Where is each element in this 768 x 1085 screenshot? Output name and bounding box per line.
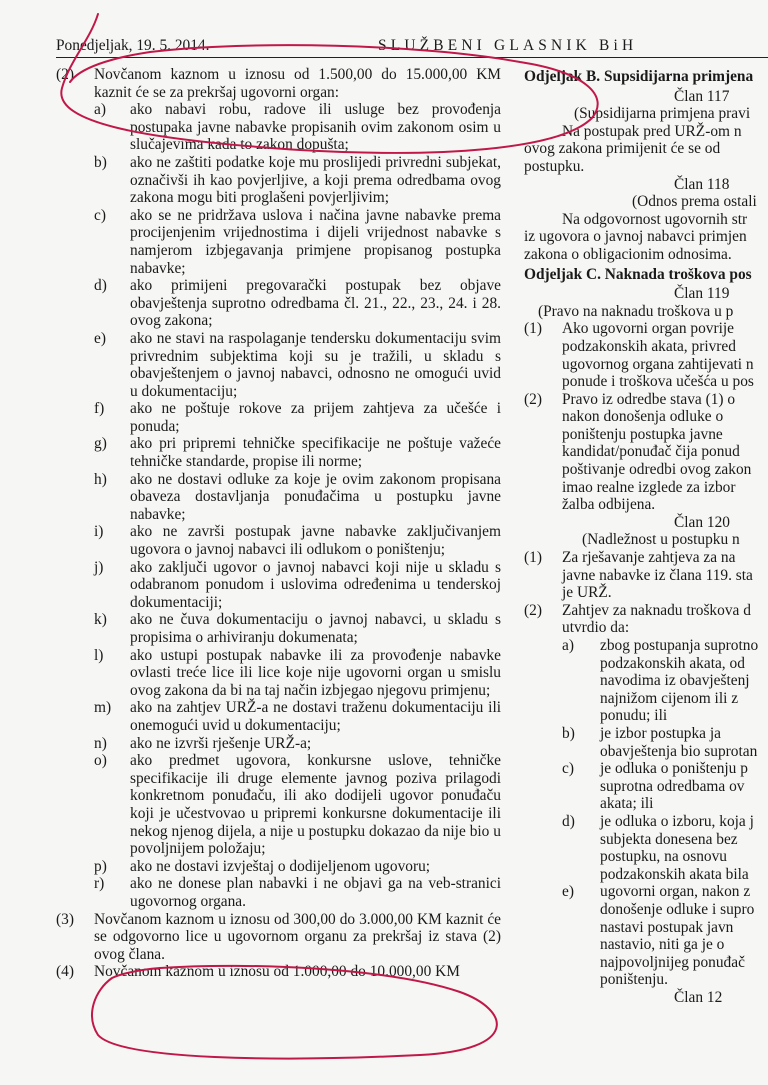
- article-subtitle: (Odnos prema ostali: [632, 193, 757, 211]
- text-line: suprotna odredbama ov: [600, 777, 745, 795]
- item-text: ako ne izvrši rješenje URŽ-a;: [130, 734, 312, 752]
- paragraph-number: (2): [524, 390, 542, 408]
- item-label: h): [94, 470, 107, 488]
- text-line: poništenju.: [600, 971, 668, 989]
- issue-date: Ponedjeljak, 19. 5. 2014.: [56, 37, 210, 54]
- text-line: Ako ugovorni organ povrije: [562, 320, 734, 338]
- paragraph-number: (3): [56, 910, 74, 928]
- violation-item: [94, 523, 501, 558]
- text-line: akata; ili: [600, 795, 654, 813]
- paragraph-text: Novčanom kaznom u iznosu od 1.000,00 do 10.000,00 KM: [94, 963, 460, 981]
- text-line: žalba odbijena.: [562, 496, 656, 514]
- article-heading: Član 119: [674, 285, 730, 303]
- text-line: utvrdio da:: [562, 619, 630, 637]
- paragraph-text: Novčanom kaznom u iznosu od 300,00 do 3.000,00 KM kaznit će se odgovorno lice u ugovornom organu za prekršaj iz stava (2) ovog člana.: [94, 910, 501, 963]
- text-line: obavještenja bio suprotan: [600, 742, 758, 760]
- paragraph-number: (2): [524, 601, 542, 619]
- text-line: kandidat/ponuđač čija ponud: [562, 443, 740, 461]
- text-line: nastavio, niti ga je o: [600, 936, 725, 954]
- text-line: najpovoljnijeg ponuđač: [600, 953, 745, 971]
- violation-list: [94, 101, 501, 910]
- violation-item: [94, 611, 501, 646]
- item-label: e): [94, 329, 106, 347]
- paragraph-1: [524, 549, 768, 602]
- item-text: ako ustupi postupak nabavke ili za provođenje nabavke ovlasti treće lice ili lice koje nije ugovorni organ u smislu ovog zakona da bi na taj način izbjegao njegovu primjenu;: [130, 646, 501, 699]
- text-line: imao realne izglede za izbor: [562, 478, 736, 496]
- condition-item: [562, 637, 768, 725]
- item-label: k): [94, 611, 107, 629]
- item-text: ako se ne pridržava uslova i načina javne nabavke prema procijenjenim vrijednostima i dijeli vrijednost nabavke s namjerom izbjegavanja primjene propisanog postupka nabavke;: [130, 206, 501, 277]
- text-line: javne nabavke iz člana 119. sta: [562, 566, 753, 584]
- paragraph-number: (4): [56, 963, 74, 981]
- article-subtitle: (Pravo na naknadu troškova u p: [538, 302, 734, 320]
- item-label: i): [94, 523, 104, 541]
- section-heading-b: Odjeljak B. Supsidijarna primjena: [524, 68, 754, 85]
- text-line: navodima iz obavještenj: [600, 672, 750, 690]
- text-line: nakon donošenja odluke o: [562, 408, 724, 426]
- violation-item: [94, 435, 501, 470]
- article-heading: Član 118: [674, 175, 730, 193]
- condition-item: [562, 883, 768, 989]
- violation-item: [94, 559, 501, 612]
- text-line: najnižom cijenom ili z: [600, 689, 739, 707]
- text-line: Pravo iz odredbe stava (1) o: [562, 390, 736, 408]
- violation-item: [94, 752, 501, 858]
- text-line: je odluka o poništenju p: [600, 760, 748, 778]
- article-119-list: [524, 320, 768, 514]
- text-line: subjekta donesena bez: [600, 830, 738, 848]
- header-rule: [56, 57, 768, 58]
- item-label: c): [562, 760, 574, 778]
- paragraph-text: [562, 549, 768, 602]
- left-column: [56, 66, 501, 981]
- item-text: ako ne stavi na raspolaganje tendersku dokumentaciju svim privrednim subjektima koji su je tražili, u skladu s obavještenjem o javnoj nabavci, odnosno ne omogući uvid u dokumentaciju;: [130, 329, 501, 400]
- journal-title: SLUŽBENI GLASNIK BiH: [378, 37, 638, 54]
- violation-item: [94, 277, 501, 330]
- text-line: ovog zakona primijenit će se od: [524, 140, 721, 158]
- paragraph-2: [524, 602, 768, 637]
- violation-item: [94, 330, 501, 400]
- article-subtitle: (Nadležnost u postupku n: [582, 531, 740, 549]
- item-label: f): [94, 400, 105, 418]
- condition-list: [562, 637, 768, 989]
- violation-item: [94, 735, 501, 753]
- item-label: p): [94, 857, 107, 875]
- item-text: ako ne završi postupak javne nabavke zaključivanjem ugovora o javnoj nabavci ili odlukom o poništenju;: [130, 523, 501, 559]
- item-label: m): [94, 699, 112, 717]
- item-label: b): [562, 724, 575, 742]
- text-line: je odluka o izboru, koja j: [600, 812, 754, 830]
- item-text: ako primijeni pregovarački postupak bez objave obavještenja suprotno odredbama čl. 21., 22., 23., 24. i 28. ovog zakona;: [130, 277, 501, 330]
- paragraph-text: [562, 391, 768, 514]
- paragraph-1: [524, 320, 768, 390]
- text-line: ugovorni organ, nakon z: [600, 883, 751, 901]
- violation-item: [94, 699, 501, 734]
- paragraph-3: [56, 911, 501, 964]
- text-line: ugovornog organa zahtijevati n: [562, 355, 754, 373]
- item-label: e): [562, 883, 574, 901]
- text-line: poštivanje odredbi ovog zakon: [562, 461, 752, 479]
- item-label: a): [94, 101, 106, 119]
- text-line: Na odgovornost ugovornih str: [562, 210, 748, 228]
- article-120-list: [524, 549, 768, 989]
- paragraph-2: [524, 391, 768, 514]
- item-label: j): [94, 558, 104, 576]
- paragraph-number: (2): [56, 66, 74, 83]
- item-text: [600, 813, 768, 883]
- item-label: a): [562, 637, 574, 654]
- item-text: [600, 760, 768, 813]
- text-line: Za rješavanje zahtjeva za na: [562, 549, 736, 567]
- article-118-text: [524, 211, 768, 264]
- item-label: c): [94, 206, 106, 224]
- violation-item: [94, 471, 501, 524]
- paragraph-number: (1): [524, 320, 542, 338]
- violation-item: [94, 400, 501, 435]
- condition-item: [562, 813, 768, 883]
- text-line: ponude i troškova učešća u pos: [562, 373, 754, 391]
- item-text: ako ne dostavi odluke za koje je ovim zakonom propisana obaveza dostavljanja ponuđačima u postupku javne nabavke;: [130, 470, 501, 523]
- text-line: podzakonskih akata, od: [600, 654, 745, 672]
- condition-item: [562, 760, 768, 813]
- text-line: je izbor postupka ja: [600, 724, 721, 742]
- item-label: b): [94, 153, 107, 171]
- violation-item: [94, 875, 501, 910]
- item-label: d): [562, 812, 575, 830]
- item-label: r): [94, 875, 105, 893]
- text-line: ponudu; ili: [600, 707, 668, 725]
- violation-item: [94, 647, 501, 700]
- item-label: g): [94, 435, 107, 453]
- paragraph-number: (1): [524, 549, 542, 567]
- paragraph-2: [56, 66, 501, 101]
- violation-item: [94, 101, 501, 154]
- item-text: ako ne donese plan nabavki i ne objavi ga na veb-stranici ugovornog organa.: [130, 875, 501, 910]
- text-line: postupku, na osnovu: [600, 848, 727, 866]
- text-line: zakona o obligacionim odnosima.: [524, 245, 732, 263]
- paragraph-text: [562, 602, 768, 637]
- paragraph-text: Novčanom kaznom u iznosu od 1.500,00 do 15.000,00 KM kaznit će se za prekršaj ugovorni organ:: [94, 66, 501, 101]
- text-line: zbog postupanja suprotno: [600, 637, 759, 654]
- item-text: ako pri pripremi tehničke specifikacije ne poštuje važeće tehničke standarde, propise ili norme;: [130, 435, 501, 471]
- item-text: ako na zahtjev URŽ-a ne dostavi traženu dokumentaciju ili onemogući uvid u dokumentaciju;: [130, 699, 501, 734]
- item-label: o): [94, 752, 107, 770]
- item-text: [600, 637, 768, 725]
- item-text: ako ne poštuje rokove za prijem zahtjeva za učešće i ponuda;: [130, 400, 501, 435]
- text-line: poništenju postupka javne: [562, 425, 723, 443]
- text-line: je URŽ.: [562, 584, 612, 602]
- text-line: nastavi postupak javn: [600, 918, 734, 936]
- text-line: podzakonskih akata bila: [600, 865, 749, 883]
- paragraph-4: [56, 963, 501, 981]
- text-line: iz ugovora o javnoj nabavci primjen: [524, 228, 747, 246]
- violation-item: [94, 858, 501, 876]
- article-heading: Član 12: [674, 988, 723, 1006]
- article-subtitle: (Supsidijarna primjena pravi: [574, 105, 751, 123]
- paragraph-text: [562, 320, 768, 390]
- violation-item: [94, 207, 501, 277]
- item-text: [600, 883, 768, 989]
- article-heading: Član 117: [674, 87, 730, 105]
- violation-item: [94, 154, 501, 207]
- text-line: Na postupak pred URŽ-om n: [562, 122, 742, 140]
- page-header: [56, 37, 768, 57]
- item-label: n): [94, 734, 107, 752]
- item-text: ako zaključi ugovor o javnoj nabavci koji nije u skladu s odabranom ponudom i uslovima određenima u tenderskoj dokumentaciji;: [130, 558, 501, 611]
- item-text: ako ne čuva dokumentaciju o javnoj nabavci, u skladu s propisima o arhiviranju dokumenata;: [130, 611, 501, 646]
- article-117-text: [524, 123, 768, 176]
- right-column: [524, 66, 768, 1006]
- item-text: ako ne dostavi izvještaj o dodijeljenom ugovoru;: [130, 857, 431, 875]
- item-text: ako nabavi robu, radove ili usluge bez provođenja postupaka javne nabavke propisanih ovim zakonom osim u slučajevima kada to zakon dopušta;: [130, 101, 501, 154]
- text-line: donošenje odluke i supro: [600, 900, 755, 918]
- condition-item: [562, 725, 768, 760]
- item-text: ako predmet ugovora, konkursne uslove, tehničke specifikacije ili druge elemente javnog poziva prilagodi konkretnom ponuđaču, ili ako dodijeli ugovor ponuđaču koji je učestvovao u pripremi konkursne dokumentacije ili nekog njenog dijela, a nije u postupku dokazao da nije bio u povoljnijem položaju;: [130, 752, 501, 858]
- item-text: [600, 725, 768, 760]
- text-line: podzakonskih akata, privred: [562, 337, 736, 355]
- section-heading-c: Odjeljak C. Naknada troškova pos: [524, 265, 752, 283]
- text-line: postupku.: [524, 157, 585, 175]
- item-label: d): [94, 277, 107, 295]
- item-text: ako ne zaštiti podatke koje mu proslijedi privredni subjekat, označivši ih kao povjerljive, a koji prema odredbama ovog zakona mogu biti proglašeni povjerljivim;: [130, 153, 501, 207]
- article-heading: Član 120: [674, 513, 731, 531]
- text-line: Zahtjev za naknadu troškova d: [562, 601, 751, 619]
- item-label: l): [94, 646, 104, 664]
